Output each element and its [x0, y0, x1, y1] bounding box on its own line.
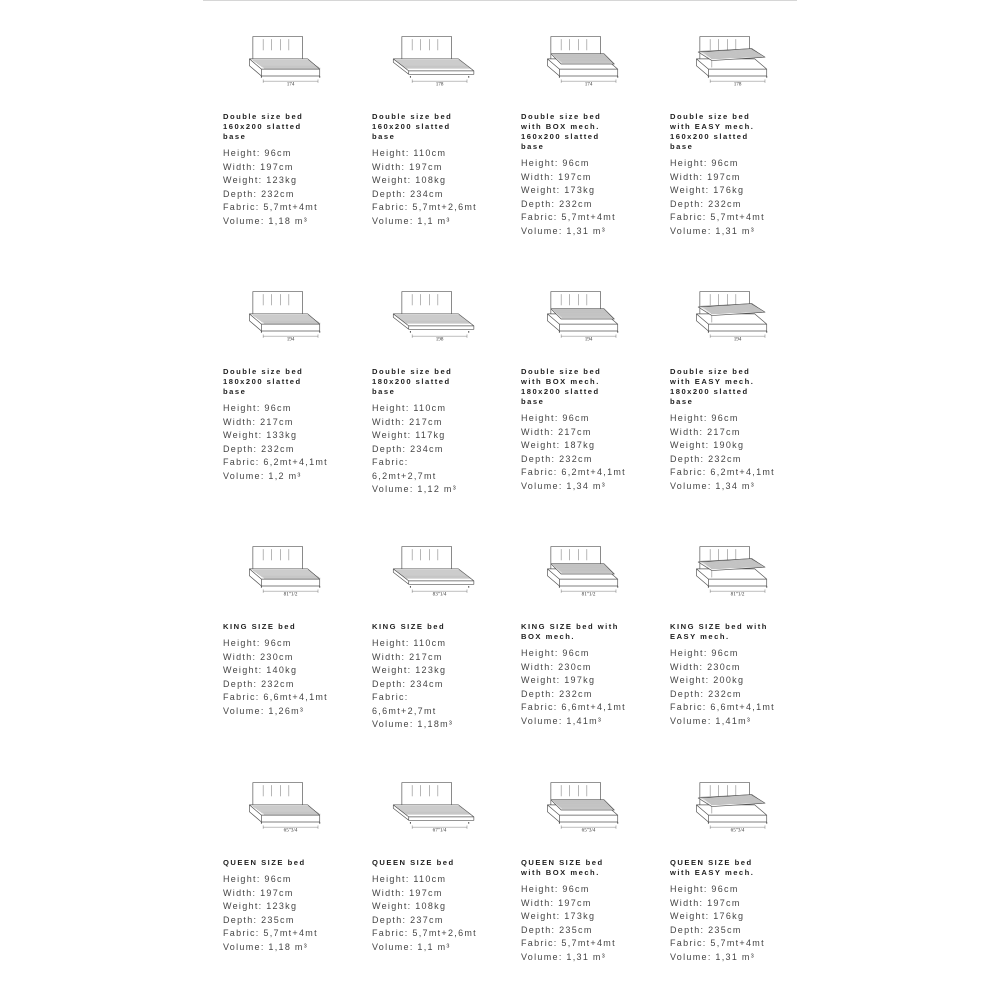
bed-illustration-icon	[531, 28, 641, 88]
dimension-label: 83"1/4	[432, 591, 447, 598]
spec-item: Weight: 173kg	[521, 185, 596, 195]
spec-item: Weight: 123kg	[223, 901, 298, 911]
spec-item: Height: 96cm	[670, 158, 739, 168]
spec-item: Height: 96cm	[223, 638, 292, 648]
dimension-label: 81"1/2	[581, 591, 596, 598]
spec-item: Width: 217cm	[521, 426, 592, 437]
spec-item: Width: 197cm	[670, 171, 741, 182]
bed-title: KING SIZE bed with BOX mech.	[521, 622, 619, 641]
bed-title: Double size bed with EASY mech. 160x200 slatted base	[670, 112, 755, 151]
spec-item: Height: 96cm	[223, 403, 292, 413]
bed-illustration-icon	[531, 538, 641, 598]
spec-list	[223, 637, 371, 718]
bed-drawing	[382, 283, 492, 343]
spec-item: Fabric: 6,6mt+4,1mt	[223, 692, 328, 702]
spec-item: Height: 96cm	[670, 413, 739, 423]
spec-item: Width: 197cm	[670, 897, 741, 908]
spec-list	[670, 647, 818, 728]
bed-spec-grid	[223, 0, 823, 1000]
spec-item: Height: 96cm	[670, 648, 739, 658]
bed-drawing	[233, 283, 343, 343]
spec-item: Height: 110cm	[372, 403, 447, 413]
spec-list	[670, 157, 818, 238]
spec-item: Height: 96cm	[670, 884, 739, 894]
spec-list	[372, 402, 520, 497]
spec-item: Depth: 234cm	[372, 443, 444, 454]
spec-list	[521, 157, 669, 238]
spec-item: Depth: 232cm	[670, 198, 742, 209]
spec-item: Depth: 232cm	[223, 678, 295, 689]
bed-illustration-icon	[382, 774, 492, 834]
spec-item: Weight: 176kg	[670, 911, 745, 921]
bed-line-art	[249, 37, 320, 78]
bed-title: KING SIZE bed	[223, 622, 297, 631]
spec-item: Weight: 117kg	[372, 430, 446, 440]
spec-item: Weight: 190kg	[670, 440, 745, 450]
spec-item: Fabric: 5,7mt+2,6mt	[372, 928, 477, 938]
dimension-label: 178	[733, 81, 742, 88]
spec-list	[372, 147, 520, 228]
spec-item: Volume: 1,31 m³	[670, 225, 756, 236]
spec-item: Width: 217cm	[670, 426, 741, 437]
bed-line-art	[547, 547, 617, 588]
spec-list	[521, 647, 669, 728]
spec-item: Width: 197cm	[521, 897, 592, 908]
spec-item: Volume: 1,2 m³	[223, 470, 302, 481]
spec-item: Fabric: 6,2mt+4,1mt	[223, 457, 328, 467]
bed-title: KING SIZE bed with EASY mech.	[670, 622, 768, 641]
bed-illustration-icon	[233, 538, 343, 598]
bed-illustration-icon	[233, 28, 343, 88]
spec-item: Fabric: 6,2mt+4,1mt	[521, 467, 626, 477]
spec-item: Depth: 235cm	[521, 924, 593, 935]
spec-item: Weight: 108kg	[372, 175, 447, 185]
bed-illustration-icon	[382, 28, 492, 88]
spec-item: Width: 197cm	[372, 887, 443, 898]
spec-item: Fabric: 6,2mt+4,1mt	[670, 467, 775, 477]
dimension-label: 174	[584, 81, 593, 88]
bed-illustration-icon	[531, 283, 641, 343]
spec-item: Volume: 1,26m³	[223, 705, 305, 716]
spec-item: Depth: 232cm	[521, 198, 593, 209]
bed-illustration-icon	[233, 774, 343, 834]
dimension-label: 198	[435, 336, 444, 343]
spec-item: Weight: 197kg	[521, 675, 596, 685]
bed-drawing	[382, 28, 492, 88]
spec-item: Volume: 1,34 m³	[670, 480, 756, 491]
dimension-label: 194	[733, 336, 742, 343]
spec-item: Depth: 234cm	[372, 188, 444, 199]
bed-drawing	[531, 774, 641, 834]
bed-illustration-icon	[382, 538, 492, 598]
bed-title: QUEEN SIZE bed	[372, 858, 455, 867]
bed-drawing	[233, 774, 343, 834]
dimension-label: 178	[435, 81, 444, 88]
spec-item: Width: 197cm	[521, 171, 592, 182]
spec-list	[223, 873, 371, 954]
spec-item: Depth: 232cm	[223, 443, 295, 454]
dimension-label: 65"3/4	[283, 827, 298, 834]
spec-item: Fabric: 5,7mt+4mt	[521, 212, 616, 222]
spec-list	[372, 637, 520, 732]
spec-list	[372, 873, 520, 954]
spec-item: Weight: 173kg	[521, 911, 596, 921]
spec-item: Weight: 108kg	[372, 901, 447, 911]
spec-item: Width: 217cm	[372, 416, 443, 427]
bed-illustration-icon	[233, 283, 343, 343]
spec-item: Height: 110cm	[372, 638, 447, 648]
spec-item: Weight: 123kg	[223, 175, 298, 185]
bed-drawing	[531, 28, 641, 88]
bed-line-art	[696, 37, 766, 78]
bed-line-art	[696, 547, 766, 588]
spec-item: Depth: 232cm	[670, 688, 742, 699]
bed-title: QUEEN SIZE bed with EASY mech.	[670, 858, 755, 877]
dimension-label: 174	[286, 81, 295, 88]
bed-title: QUEEN SIZE bed with BOX mech.	[521, 858, 604, 877]
spec-item: Depth: 235cm	[223, 914, 295, 925]
spec-list	[223, 147, 371, 228]
bed-line-art	[696, 292, 766, 333]
spec-list	[223, 402, 371, 483]
spec-item: Fabric: 5,7mt+2,6mt	[372, 202, 477, 212]
spec-list	[670, 412, 818, 493]
bed-title: KING SIZE bed	[372, 622, 446, 631]
bed-drawing	[680, 283, 790, 343]
bed-drawing	[680, 774, 790, 834]
spec-item: Depth: 232cm	[521, 688, 593, 699]
spec-item: Fabric: 5,7mt+4mt	[521, 938, 616, 948]
spec-item: Volume: 1,31 m³	[521, 225, 607, 236]
bed-title: Double size bed 180x200 slatted base	[372, 367, 453, 396]
spec-item: Weight: 187kg	[521, 440, 596, 450]
bed-illustration-icon	[680, 283, 790, 343]
bed-illustration-icon	[680, 28, 790, 88]
spec-item: Volume: 1,12 m³	[372, 484, 458, 494]
bed-drawing	[680, 28, 790, 88]
spec-item: Height: 96cm	[521, 648, 590, 658]
bed-line-art	[249, 292, 320, 333]
spec-item: Volume: 1,31 m³	[521, 951, 607, 962]
bed-illustration-icon	[680, 538, 790, 598]
spec-item: Volume: 1,41m³	[521, 715, 603, 726]
spec-list	[670, 883, 818, 964]
spec-item: Height: 110cm	[372, 874, 447, 884]
bed-title: Double size bed with EASY mech. 180x200 slatted base	[670, 367, 755, 406]
bed-line-art	[696, 783, 766, 824]
bed-title: QUEEN SIZE bed	[223, 858, 306, 867]
spec-item: Width: 197cm	[372, 161, 443, 172]
spec-item: Width: 230cm	[223, 651, 294, 662]
bed-title: Double size bed 160x200 slatted base	[372, 112, 453, 141]
spec-item: Depth: 232cm	[521, 453, 593, 464]
spec-item: Width: 217cm	[372, 651, 443, 662]
spec-list	[521, 412, 669, 493]
spec-item: Width: 197cm	[223, 887, 294, 898]
spec-item: Height: 96cm	[521, 158, 590, 168]
bed-illustration-icon	[382, 283, 492, 343]
bed-title: Double size bed with BOX mech. 160x200 slatted base	[521, 112, 602, 151]
spec-item: Fabric: 5,7mt+4mt	[670, 938, 765, 948]
spec-item: Volume: 1,1 m³	[372, 215, 451, 226]
spec-item: Depth: 234cm	[372, 678, 444, 689]
bed-line-art	[547, 292, 617, 333]
bed-drawing	[680, 538, 790, 598]
spec-item: Width: 230cm	[670, 661, 741, 672]
spec-item: Volume: 1,41m³	[670, 715, 752, 726]
dimension-label: 65"3/4	[730, 827, 745, 834]
spec-item: Height: 96cm	[521, 413, 590, 423]
bed-drawing	[531, 283, 641, 343]
spec-item: Fabric: 5,7mt+4mt	[223, 202, 318, 212]
spec-item: Fabric: 5,7mt+4mt	[670, 212, 765, 222]
spec-item: Volume: 1,34 m³	[521, 480, 607, 491]
bed-title: Double size bed 160x200 slatted base	[223, 112, 304, 141]
spec-item: Fabric: 5,7mt+4mt	[223, 928, 318, 938]
spec-item: Depth: 232cm	[223, 188, 295, 199]
spec-item: Height: 110cm	[372, 148, 447, 158]
bed-illustration-icon	[531, 774, 641, 834]
dimension-label: 67"1/4	[432, 827, 447, 834]
spec-item: Width: 197cm	[223, 161, 294, 172]
bed-line-art	[393, 547, 474, 588]
bed-drawing	[382, 538, 492, 598]
bed-line-art	[249, 783, 320, 824]
spec-item: Height: 96cm	[223, 148, 292, 158]
bed-illustration-icon	[680, 774, 790, 834]
bed-line-art	[547, 37, 617, 78]
spec-item: Weight: 133kg	[223, 430, 298, 440]
bed-line-art	[249, 547, 320, 588]
spec-item: Weight: 176kg	[670, 185, 745, 195]
spec-item: Volume: 1,31 m³	[670, 951, 756, 962]
spec-item: Depth: 232cm	[670, 453, 742, 464]
spec-item: Width: 230cm	[521, 661, 592, 672]
spec-item: Volume: 1,18 m³	[223, 941, 309, 952]
spec-item: Weight: 140kg	[223, 665, 298, 675]
spec-item: Fabric: 6,6mt+4,1mt	[670, 702, 775, 712]
dimension-label: 194	[584, 336, 593, 343]
dimension-label: 194	[286, 336, 295, 343]
spec-list	[521, 883, 669, 964]
bed-line-art	[393, 292, 474, 333]
spec-item: Width: 217cm	[223, 416, 294, 427]
spec-item: Height: 96cm	[223, 874, 292, 884]
spec-item: Depth: 237cm	[372, 914, 444, 925]
bed-line-art	[393, 783, 474, 824]
spec-item: Fabric: 6,2mt+2,7mt	[372, 457, 437, 481]
spec-item: Volume: 1,1 m³	[372, 941, 451, 952]
spec-item: Weight: 200kg	[670, 675, 745, 685]
bed-line-art	[393, 37, 474, 78]
bed-line-art	[547, 783, 617, 824]
bed-title: Double size bed with BOX mech. 180x200 slatted base	[521, 367, 602, 406]
bed-drawing	[382, 774, 492, 834]
bed-drawing	[233, 538, 343, 598]
bed-title: Double size bed 180x200 slatted base	[223, 367, 304, 396]
dimension-label: 65"3/4	[581, 827, 596, 834]
bed-drawing	[233, 28, 343, 88]
spec-item: Fabric: 6,6mt+2,7mt	[372, 692, 437, 716]
spec-item: Weight: 123kg	[372, 665, 447, 675]
spec-item: Fabric: 6,6mt+4,1mt	[521, 702, 626, 712]
spec-item: Volume: 1,18 m³	[223, 215, 309, 226]
spec-item: Height: 96cm	[521, 884, 590, 894]
dimension-label: 81"1/2	[283, 591, 298, 598]
dimension-label: 81"1/2	[730, 591, 745, 598]
spec-item: Depth: 235cm	[670, 924, 742, 935]
spec-item: Volume: 1,18m³	[372, 719, 454, 729]
bed-drawing	[531, 538, 641, 598]
